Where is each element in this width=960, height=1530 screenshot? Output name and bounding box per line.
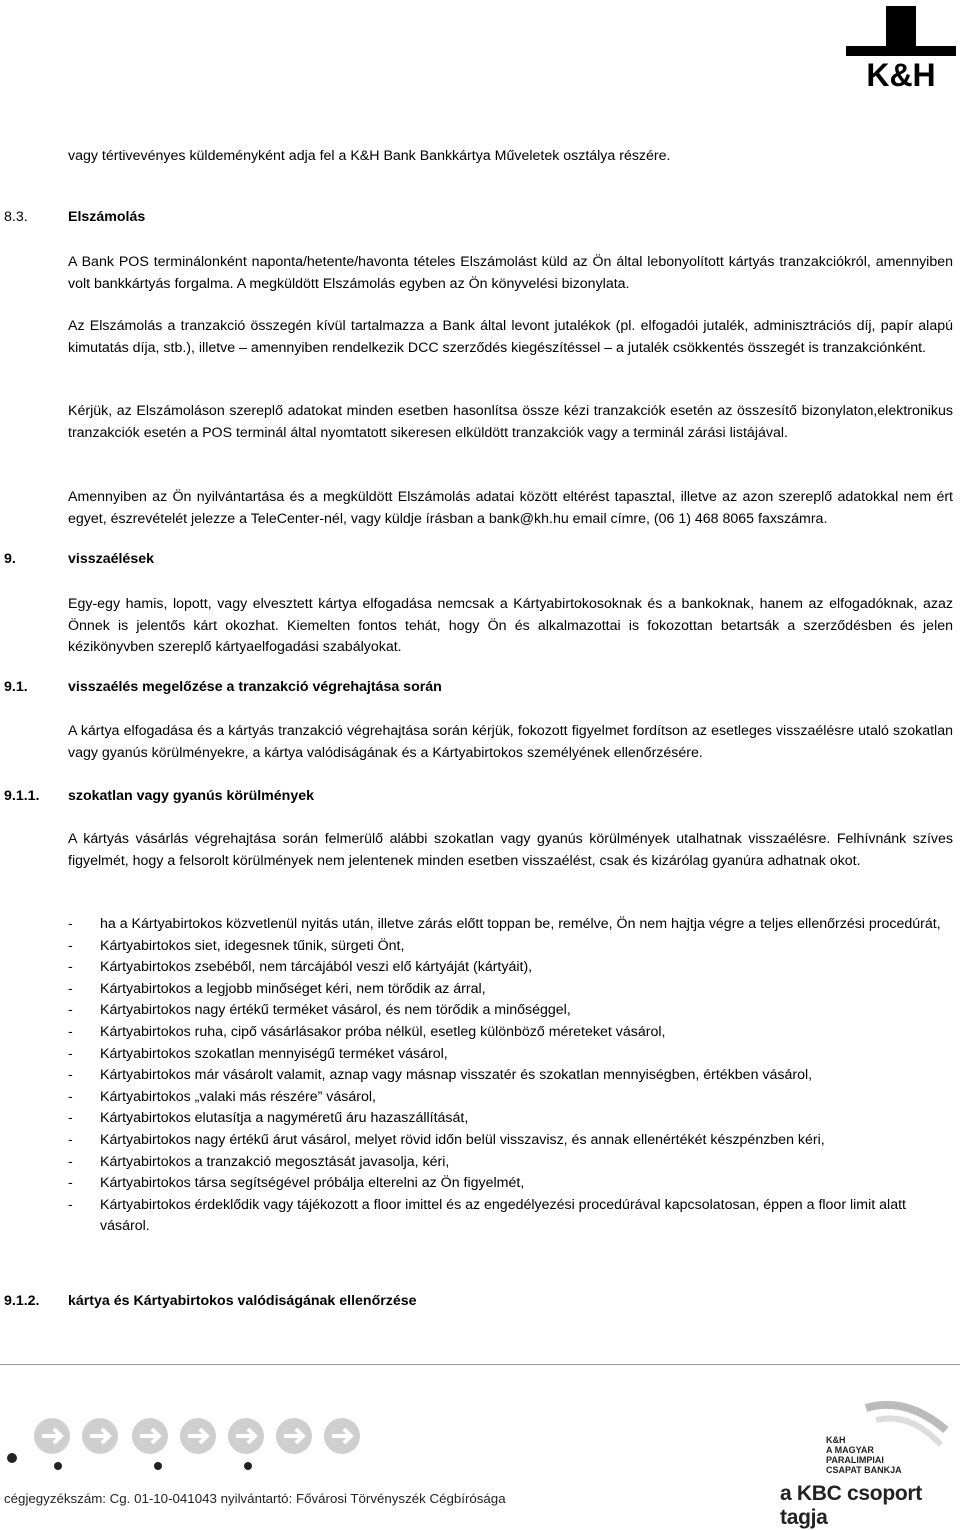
section-8-3-paragraph-3: Kérjük, az Elszámoláson szereplő adatokat minden esetben hasonlítsa össze kézi tranzakciók esetén az összesítő bizonylaton,elektronikus tranzakciók esetén a POS terminál által nyomtatott sikeresen elküldött tranzakciók vagy a terminál zárási listájával. — [68, 403, 953, 441]
list-item: - Kártyabirtokos érdeklődik vagy tájékozott a floor imittel és az engedélyezési procedúrával kapcsolatosan, éppen a floor limit alatt vásárol. — [68, 1195, 953, 1238]
list-item: - Kártyabirtokos ruha, cipő vásárlásakor próba nélkül, esetleg különböző méreteket vásárol, — [68, 1022, 953, 1044]
footer-arrows — [0, 1410, 380, 1480]
list-item: - Kártyabirtokos nagy értékű terméket vásárol, és nem törődik a minőséggel, — [68, 1000, 953, 1022]
list-item: - Kártyabirtokos társa segítségével próbálja elterelni az Ön figyelmét, — [68, 1173, 953, 1195]
kh-logo — [846, 4, 956, 90]
section-9-1-1-number: 9.1.1. — [4, 788, 40, 804]
section-9-title: visszaélések — [68, 551, 154, 567]
footer-divider — [0, 1364, 960, 1365]
section-8-3-paragraph-4: Amennyiben az Ön nyilvántartása és a megküldött Elszámolás adatai között eltérést tapasztal, illetve az azon szereplő adatokkal nem ért egyet, észrevételét jelezze a TeleCenter-nél, vagy küldje írásban a bank@kh.hu email címre, (06 1) 468 8065 faxszámra. — [68, 489, 953, 527]
section-8-3-number: 8.3. — [4, 209, 28, 225]
paralympic-text: K&H A MAGYAR PARALIMPIAI CSAPAT BANKJA — [826, 1435, 902, 1475]
section-9-paragraph: Egy-egy hamis, lopott, vagy elvesztett kártya elfogadása nemcsak a Kártyabirtokosoknak és a bankoknak, hanem az elfogadóknak, azaz Önnek is jelentős kárt okozhat. Kiemelten fontos tehát, hogy Ön és alkalmazottai is fokozottan betartsák a szerződésben és jelen kézikönyvben szereplő kártyaelfogadási szabályokat. — [68, 596, 953, 655]
section-9-1-number: 9.1. — [4, 679, 28, 695]
section-9-1-paragraph: A kártya elfogadása és a kártyás tranzakció végrehajtása során kérjük, fokozott figyelmet fordítson az esetleges visszaélésre utaló szokatlan vagy gyanús körülményekre, a kártya valódiságának és a Kártyabirtokos személyének ellenőrzésére. — [68, 723, 953, 761]
company-registry: cégjegyzékszám: Cg. 01-10-041043 nyilvántartó: Fővárosi Törvényszék Cégbírósága — [4, 1491, 506, 1506]
section-9-1-2-title: kártya és Kártyabirtokos valódiságának ellenőrzése — [68, 1293, 417, 1309]
small-arrow-icon — [7, 1453, 252, 1470]
list-item: - Kártyabirtokos elutasítja a nagyméretű áru hazaszállítását, — [68, 1108, 953, 1130]
section-8-3-title: Elszámolás — [68, 209, 146, 225]
section-9-1-1-title: szokatlan vagy gyanús körülmények — [68, 788, 315, 804]
suspicious-circumstances-list — [68, 914, 953, 1238]
section-8-3-paragraph-2: Az Elszámolás a tranzakció összegén kívül tartalmazza a Bank által levont jutalékok (pl. elfogadói jutalék, adminisztrációs díj, papír alapú kimutatás díja, stb.), illetve – amennyiben rendelkezik DCC szerződés kiegészítéssel – a jutalék csökkentés összegét is tranzakciónként. — [68, 318, 953, 356]
section-9-1-2-number: 9.1.2. — [4, 1293, 40, 1309]
list-item: - Kártyabirtokos zsebéből, nem tárcájából veszi elő kártyáját (kártyáit), — [68, 957, 953, 979]
list-item: - Kártyabirtokos nagy értékű árut vásárol, melyet rövid időn belül visszavisz, és annak ellenértékét készpénzben kéri, — [68, 1130, 953, 1152]
list-item: - Kártyabirtokos „valaki más részére” vásárol, — [68, 1087, 953, 1109]
kbc-group-label: a KBC csoport tagja — [780, 1482, 922, 1529]
list-item: - Kártyabirtokos a legjobb minőséget kéri, nem törődik az árral, — [68, 979, 953, 1001]
intro-line: vagy tértivevényes küldeményként adja fel a K&H Bank Bankkártya Műveletek osztálya részére. — [68, 148, 671, 164]
list-item: - ha a Kártyabirtokos közvetlenül nyitás után, illetve zárás előtt toppan be, remélve, Ön nem hajtja végre a teljes ellenőrzési procedúrát, — [68, 914, 953, 936]
list-item: - Kártyabirtokos a tranzakció megosztását javasolja, kéri, — [68, 1152, 953, 1174]
section-9-1-title: visszaélés megelőzése a tranzakció végrehajtása során — [68, 679, 442, 695]
list-item: - Kártyabirtokos szokatlan mennyiségű terméket vásárol, — [68, 1044, 953, 1066]
logo-text: K&H — [866, 57, 936, 90]
section-9-number: 9. — [4, 551, 16, 567]
list-item: - Kártyabirtokos már vásárolt valamit, aznap vagy másnap visszatér és szokatlan mennyiségben, értékben vásárol, — [68, 1065, 953, 1087]
section-8-3-paragraph-1: A Bank POS terminálonként naponta/hetente/havonta tételes Elszámolást küld az Ön által lebonyolított kártyás tranzakciókról, amennyiben volt bankkártyás forgalma. A megküldött Elszámolás egyben az Ön könyvelési bizonylata. — [68, 254, 953, 292]
section-9-1-1-paragraph: A kártyás vásárlás végrehajtása során felmerülő alábbi szokatlan vagy gyanús körülmények utalhatnak visszaélésre. Felhívnánk szíves figyelmét, hogy a felsorolt körülmények nem jelentenek minden esetben visszaélést, csak és kizárólag gyanúra adhatnak okot. — [68, 831, 953, 869]
list-item: - Kártyabirtokos siet, idegesnek tűnik, sürgeti Önt, — [68, 936, 953, 958]
